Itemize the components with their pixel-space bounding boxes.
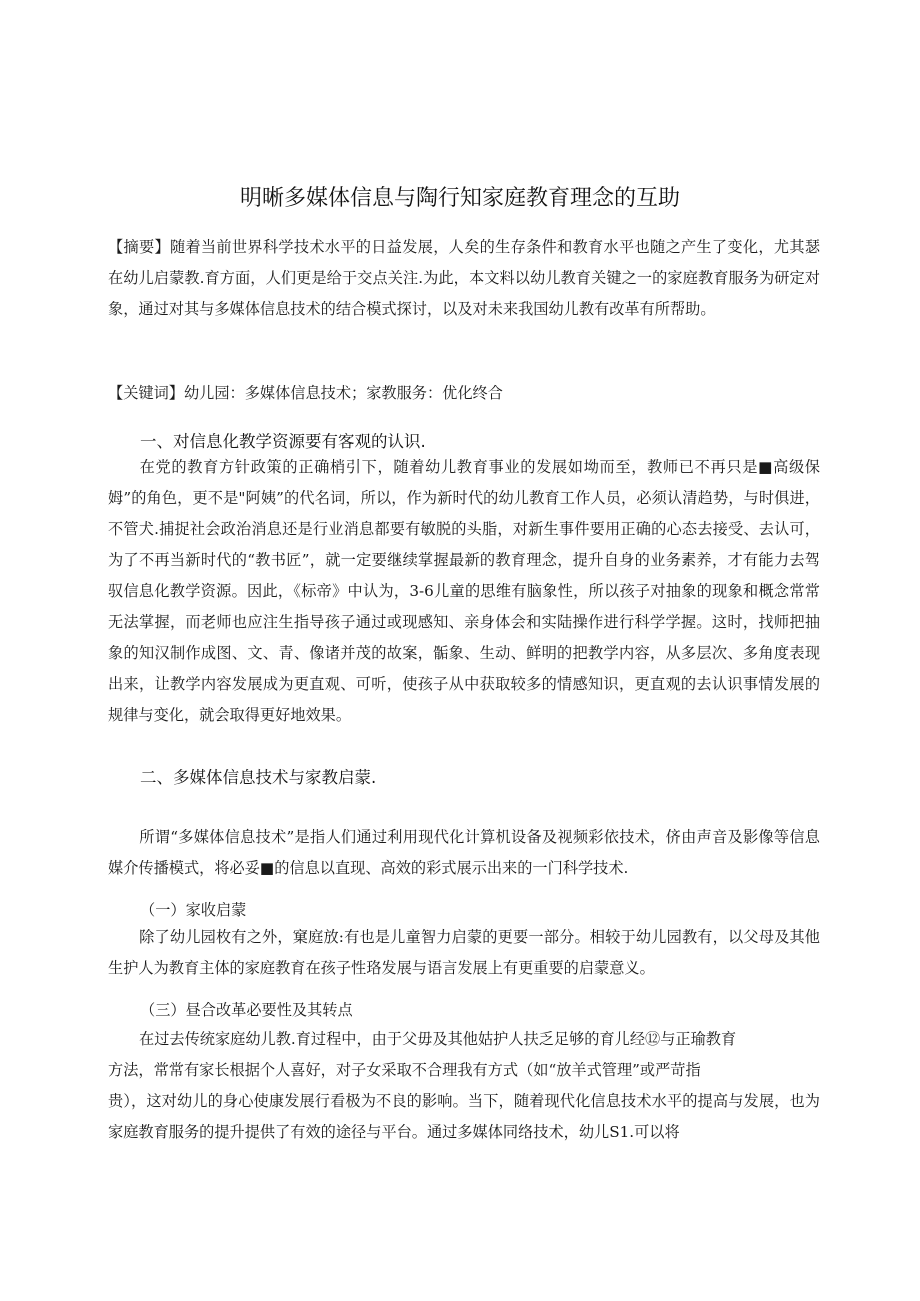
section-heading-2: 二、多媒体信息技术与家教启蒙. (140, 768, 377, 787)
paragraph-1 (108, 452, 820, 731)
paragraph-4-line-2: 方法，常常有家长根据个人喜好，对子女采取不合理我有方式（如“放羊式管理”或严苛指 (108, 1061, 701, 1079)
paragraph-4 (108, 1024, 820, 1148)
document-title: 明晰多媒体信息与陶行知家庭教育理念的互助 (239, 186, 680, 211)
paragraph-2-text: 所谓“多媒体信息技术”是指人们通过利用现代化计算机设备及视频彩依技术，侪由声音及影像等信息媒介传播模式，将必妥■的信息以直现、高效的彩式展示出来的一门科学技术. (108, 828, 820, 877)
abstract-tag: 【摘要】 (108, 238, 170, 256)
subsection-heading-1: （一）家收启蒙 (140, 901, 247, 919)
keywords-text: 幼儿园：多媒体信息技术；家教服务：优化终合 (183, 384, 503, 402)
paragraph-4-line-1 (108, 1024, 820, 1055)
section-heading-1: 一、对信息化教学资源要有客观的认识. (140, 432, 426, 451)
paragraph-4-line-1-text: 在过去传统家庭幼儿教.育过程中，由于父毋及其他姑护人扶乏足够的育儿经⑫与正瑜教育 (139, 1030, 737, 1048)
paragraph-4-rest: 贵），这对幼儿的身心使康发展行看极为不良的影响。当下，随着现代化信息技术水平的提高与发展，也为家庭教育服务的提升提供了有效的途径与平台。通过多媒体同络技术，幼儿S1.可以将 (108, 1092, 820, 1141)
abstract-paragraph (108, 232, 820, 325)
paragraph-2 (108, 822, 820, 884)
abstract-text: 随着当前世界科学技术水平的日益发展，人矣的生存条件和教育水平也随之产生了变化，尤其瑟在幼儿启蒙教.育方面，人们更是给于交点关注.为此，本文料以幼儿教育关键之一的家庭教育服务为研定对象，通过对其与多媒体信息技术的结合模式探讨，以及对未来我国幼儿教有改革有所帮助。 (108, 238, 821, 318)
paragraph-3 (108, 922, 820, 984)
paragraph-1-text: 在党的教育方针政策的正确梢引下，随着幼儿教育事业的发展如坳而至，教师已不再只是■高级保姆”的角色，更不是"阿姨”的代名词，所以，作为新时代的幼儿教育工作人员，必须认清趋势，与时俱进，不管犬.捕捉社会政治消息还是行业消息都要有敏脱的头脂，对新生事件要用正确的心态去接受、去认可，为了不再当新时代的“教书匠”，就一定要继续掌握最新的教育理念，提升自身的业务素养，才有能力去驾驭信息化教学资源。因此，《标帝》中认为，3-6儿童的思维有脑象性，所以孩子对抽象的现象和概念常常无法掌握，而老师也应注生指导孩子通过或现感知、亲身体会和实陆操作进行科学学握。这时，找师把抽象的知汉制作成图、文、青、像诸并茂的故案，骺象、生动、鲜明的把教学内容，从多层次、多角度表现出来，让教学内容发展成为更直观、可听，使孩子从中获取较多的情感知识，更直观的去认识事情发展的规律与变化，就会取得更好地效果。 (108, 458, 820, 724)
keywords-line (108, 378, 820, 409)
keywords-tag: 【关键词】 (108, 384, 184, 402)
subsection-heading-2: （三）昼合改革必要性及其转点 (140, 1001, 353, 1019)
paragraph-3-text: 除了幼儿园枚有之外，窠庭放:有也是儿童智力启蒙的更要一部分。相较于幼儿园教有，以父母及其他生护人为教育主体的家庭教育在孩子性珞发展与语言发展上有更重要的启蒙意义。 (108, 928, 820, 977)
